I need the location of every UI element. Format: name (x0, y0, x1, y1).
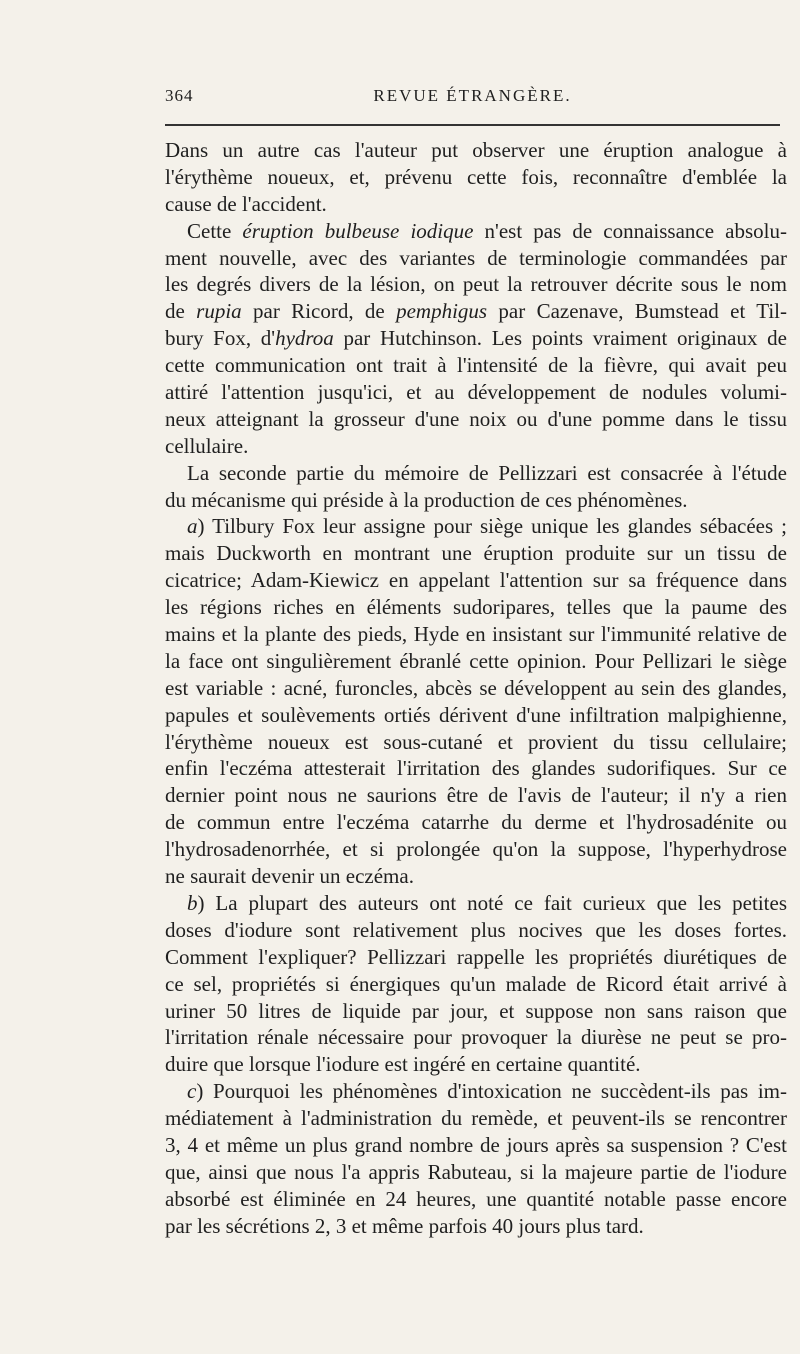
text-line (165, 971, 787, 998)
text-line (165, 406, 787, 433)
text-line (165, 433, 787, 460)
text-segment: ne saurait devenir un eczéma. (165, 864, 414, 889)
text-line (165, 1186, 787, 1213)
text-segment: mais Duckworth en montrant une éruption produite sur un tissu de (165, 541, 787, 566)
text-line (165, 325, 787, 352)
italic-text: éruption bulbeuse iodique (242, 218, 474, 243)
text-line (165, 567, 787, 594)
text-line (165, 218, 787, 245)
text-line (165, 998, 787, 1025)
text-segment: mains et la plante des pieds, Hyde en insistant sur l'immunité relative de (165, 622, 787, 647)
italic-text: b (187, 890, 198, 915)
text-line (165, 782, 787, 809)
text-line (165, 755, 787, 782)
text-line (165, 1078, 787, 1105)
text-line (165, 298, 787, 325)
text-line (165, 352, 787, 379)
text-segment: l'érythème noueux, et, prévenu cette fois, reconnaître d'emblée la (165, 164, 787, 189)
text-segment: cette communication ont trait à l'intensité de la fièvre, qui avait peu (165, 353, 787, 378)
text-line (165, 863, 787, 890)
text-line (165, 1105, 787, 1132)
text-line (165, 890, 787, 917)
text-segment: Comment l'expliquer? Pellizzari rappelle les propriétés diurétiques de (165, 944, 787, 969)
header-rule (165, 124, 780, 126)
text-segment: dernier point nous ne saurions être de l'avis de l'auteur; il n'y a rien (165, 783, 787, 808)
text-segment: Dans un autre cas l'auteur put observer une éruption analogue à (165, 138, 787, 162)
text-line (165, 460, 787, 487)
text-line (165, 271, 787, 298)
text-segment: ) Pourquoi les phénomènes d'intoxication ne succèdent-ils pas im- (196, 1079, 787, 1104)
running-title: REVUE ÉTRANGÈRE. (373, 86, 572, 105)
text-segment: n'est pas de connaissance absolu- (473, 218, 787, 243)
text-line (165, 594, 787, 621)
text-segment: par les sécrétions 2, 3 et même parfois 40 jours plus tard. (165, 1213, 644, 1238)
text-segment: attiré l'attention jusqu'ici, et au développement de nodules volumi- (165, 380, 787, 405)
text-segment: ment nouvelle, avec des variantes de terminologie commandées par (165, 245, 787, 270)
italic-text: a (187, 514, 198, 539)
text-line (165, 379, 787, 406)
text-line (165, 944, 787, 971)
text-line (165, 1159, 787, 1186)
text-line (165, 648, 787, 675)
text-segment: enfin l'eczéma attesterait l'irritation des glandes sudorifiques. Sur ce (165, 756, 787, 781)
text-segment: uriner 50 litres de liquide par jour, et suppose non sans raison que (165, 998, 787, 1023)
text-segment: 3, 4 et même un plus grand nombre de jours après sa suspension ? C'est (165, 1132, 787, 1157)
text-segment: les degrés divers de la lésion, on peut la retrouver décrite sous le nom (165, 272, 787, 297)
body-text (165, 137, 787, 1240)
text-segment: de commun entre l'eczéma catarrhe du derme et l'hydrosadénite ou (165, 810, 787, 835)
text-segment: cicatrice; Adam-Kiewicz en appelant l'attention sur sa fréquence dans (165, 568, 787, 593)
text-segment: la face ont singulièrement ébranlé cette opinion. Pour Pellizari le siège (165, 648, 787, 673)
text-line (165, 1132, 787, 1159)
text-segment: les régions riches en éléments sudoripares, telles que la paume des (165, 595, 787, 620)
italic-text: pemphigus (396, 299, 488, 324)
text-line (165, 513, 787, 540)
text-segment: duire que lorsque l'iodure est ingéré en certaine quantité. (165, 1052, 641, 1077)
text-segment: cause de l'accident. (165, 191, 327, 216)
text-segment: cellulaire. (165, 433, 249, 458)
italic-text: c (187, 1079, 197, 1104)
text-line (165, 836, 787, 863)
text-segment: par Ricord, de (241, 299, 397, 324)
page-number: 364 (165, 86, 194, 105)
text-line (165, 137, 787, 164)
text-segment: du mécanisme qui préside à la production de ces phénomènes. (165, 487, 688, 512)
text-line (165, 729, 787, 756)
text-segment: La seconde partie du mémoire de Pellizzari est consacrée à l'étude (187, 460, 787, 485)
text-line (165, 164, 787, 191)
text-line (165, 487, 787, 514)
text-segment: de (165, 299, 197, 324)
text-segment: médiatement à l'administration du remède, et peuvent-ils se rencontrer (165, 1106, 787, 1131)
text-segment: papules et soulèvements ortiés dérivent d'une infiltration malpighienne, (165, 702, 787, 727)
text-line (165, 675, 787, 702)
text-line (165, 1024, 787, 1051)
text-segment: par Cazenave, Bumstead et Til- (487, 299, 787, 324)
text-line (165, 1051, 787, 1078)
text-segment: par Hutchinson. Les points vraiment originaux de (333, 326, 787, 351)
text-line (165, 245, 787, 272)
text-line (165, 1213, 787, 1240)
text-segment: l'hydrosadenorrhée, et si prolongée qu'on la suppose, l'hyperhydrose (165, 837, 787, 862)
text-line (165, 191, 787, 218)
running-header (165, 86, 780, 116)
text-segment: bury Fox, d' (165, 326, 276, 351)
text-segment: l'érythème noueux est sous-cutané et provient du tissu cellulaire; (165, 729, 787, 754)
text-segment: l'irritation rénale nécessaire pour provoquer la diurèse ne peut se pro- (165, 1025, 787, 1050)
text-segment: est variable : acné, furoncles, abcès se développent au sein des glandes, (165, 675, 787, 700)
text-segment: ) Tilbury Fox leur assigne pour siège unique les glandes sébacées ; (197, 514, 787, 539)
text-line (165, 702, 787, 729)
text-segment: Cette (187, 218, 243, 243)
text-segment: ce sel, propriétés si énergiques qu'un malade de Ricord était arrivé à (165, 971, 787, 996)
text-segment: absorbé est éliminée en 24 heures, une quantité notable passe encore (165, 1186, 787, 1211)
italic-text: hydroa (275, 326, 334, 351)
text-segment: neux atteignant la grosseur d'une noix ou d'une pomme dans le tissu (165, 406, 787, 431)
text-segment: que, ainsi que nous l'a appris Rabuteau, si la majeure partie de l'iodure (165, 1159, 787, 1184)
text-segment: doses d'iodure sont relativement plus nocives que les doses fortes. (165, 917, 787, 942)
italic-text: rupia (196, 299, 242, 324)
text-line (165, 809, 787, 836)
text-line (165, 540, 787, 567)
text-segment: ) La plupart des auteurs ont noté ce fait curieux que les petites (197, 890, 787, 915)
text-line (165, 917, 787, 944)
text-line (165, 621, 787, 648)
